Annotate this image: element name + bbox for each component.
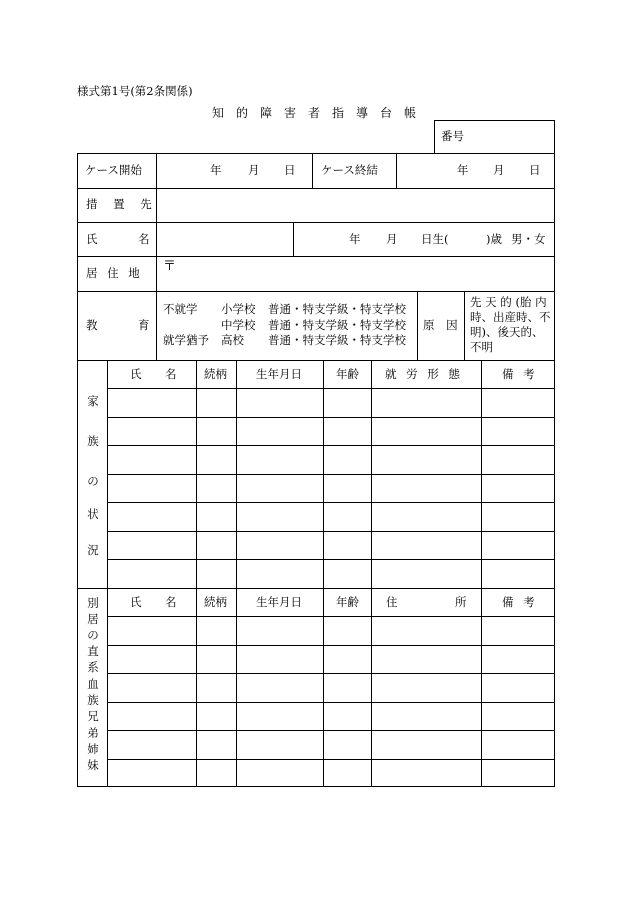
education-status-deferred[interactable]: 就学猶予 (163, 333, 209, 347)
label-column-divider (156, 153, 157, 360)
family-header-relation: 続柄 (204, 367, 227, 381)
cell-divider (396, 153, 397, 188)
education-label-2: 育 (138, 318, 150, 332)
case-start-year: 年 (210, 163, 222, 177)
placement-field[interactable] (157, 189, 554, 222)
relatives-side-label: 別 居 の 直 系 血 族 兄 弟 姉 妹 (87, 596, 99, 772)
relatives-header-age: 年齢 (336, 595, 359, 609)
case-end-day: 日 (529, 163, 541, 177)
table-row (107, 559, 555, 560)
table-row (107, 730, 555, 731)
cause-label: 原 因 (423, 318, 462, 332)
family-side-label: 家 族 の 状 況 (87, 394, 99, 557)
cause-line-4[interactable]: 不明 (470, 340, 493, 354)
case-end-label: ケース終結 (321, 163, 378, 177)
table-row (107, 759, 555, 760)
form-number-label: 様式第1号(第2条関係) (77, 84, 193, 98)
case-end-month: 月 (493, 163, 505, 177)
relatives-header-address-1: 住 (386, 595, 398, 609)
age-label: )歳 (486, 232, 502, 246)
address-field[interactable] (180, 257, 554, 290)
case-start-label: ケース開始 (85, 163, 142, 177)
name-label-1: 氏 (86, 232, 98, 246)
table-row (107, 417, 555, 418)
name-label-2: 名 (138, 232, 150, 246)
table-row (107, 502, 555, 503)
name-field[interactable] (157, 223, 292, 255)
table-row (107, 702, 555, 703)
relatives-header-birth: 生年月日 (256, 595, 302, 609)
case-start-day: 日 (284, 163, 296, 177)
side-label-divider (107, 360, 108, 787)
family-header-name-2: 名 (165, 367, 177, 381)
table-row (107, 445, 555, 446)
col-divider-note (481, 360, 482, 787)
case-end-year: 年 (457, 163, 469, 177)
relatives-header-note: 備 考 (502, 595, 538, 609)
cell-divider (464, 291, 465, 360)
table-row (107, 388, 555, 389)
relatives-header-name-2: 名 (165, 595, 177, 609)
col-divider-relation (196, 360, 197, 787)
school-junior-high: 中学校 (221, 318, 256, 332)
birth-month-label: 月 (386, 232, 398, 246)
case-start-month: 月 (248, 163, 260, 177)
row-divider (77, 291, 555, 292)
number-label: 番号 (441, 129, 464, 143)
row-divider (77, 222, 555, 223)
family-header-work: 就 労 形 態 (385, 367, 463, 381)
table-row (107, 616, 555, 617)
cause-line-1[interactable]: 先 天 的 (胎 内 (470, 295, 547, 309)
table-row (107, 673, 555, 674)
education-label-1: 教 (86, 318, 98, 332)
table-row (107, 474, 555, 475)
cell-divider (293, 222, 294, 256)
education-status-not-enrolled[interactable]: 不就学 (163, 302, 198, 316)
col-divider-birth (236, 360, 237, 787)
cause-line-2[interactable]: 時、出産時、不 (470, 310, 551, 324)
relatives-header-name-1: 氏 (130, 595, 142, 609)
placement-label: 措 置 先 (86, 197, 158, 211)
cell-divider (312, 153, 313, 188)
row-divider (77, 588, 555, 589)
table-row (107, 531, 555, 532)
relatives-header-address-2: 所 (455, 595, 467, 609)
family-header-age: 年齢 (336, 367, 359, 381)
family-header-name-1: 氏 (130, 367, 142, 381)
family-header-note: 備 考 (502, 367, 538, 381)
table-row (107, 645, 555, 646)
cell-divider (417, 291, 418, 360)
address-label: 居 住 地 (86, 266, 143, 280)
document-title: 知的障害者指導台帳 (212, 106, 429, 120)
school-type-options-2[interactable]: 普通・特支学級・特支学校 (268, 318, 406, 332)
birth-day-label: 日生( (421, 232, 449, 246)
cause-line-3[interactable]: 明)、後天的、 (470, 325, 544, 339)
col-divider-age (323, 360, 324, 787)
school-elementary: 小学校 (221, 302, 256, 316)
row-divider (77, 360, 555, 361)
postal-mark: 〒 (163, 259, 177, 274)
school-type-options-1[interactable]: 普通・特支学級・特支学校 (268, 302, 406, 316)
school-high: 高校 (221, 333, 244, 347)
col-divider-work (371, 360, 372, 787)
family-header-birth: 生年月日 (256, 367, 302, 381)
ledger-frame (77, 153, 555, 787)
relatives-header-relation: 続柄 (204, 595, 227, 609)
birth-year-label: 年 (349, 232, 361, 246)
sex-choice[interactable]: 男・女 (511, 232, 546, 246)
school-type-options-3[interactable]: 普通・特支学級・特支学校 (268, 333, 406, 347)
